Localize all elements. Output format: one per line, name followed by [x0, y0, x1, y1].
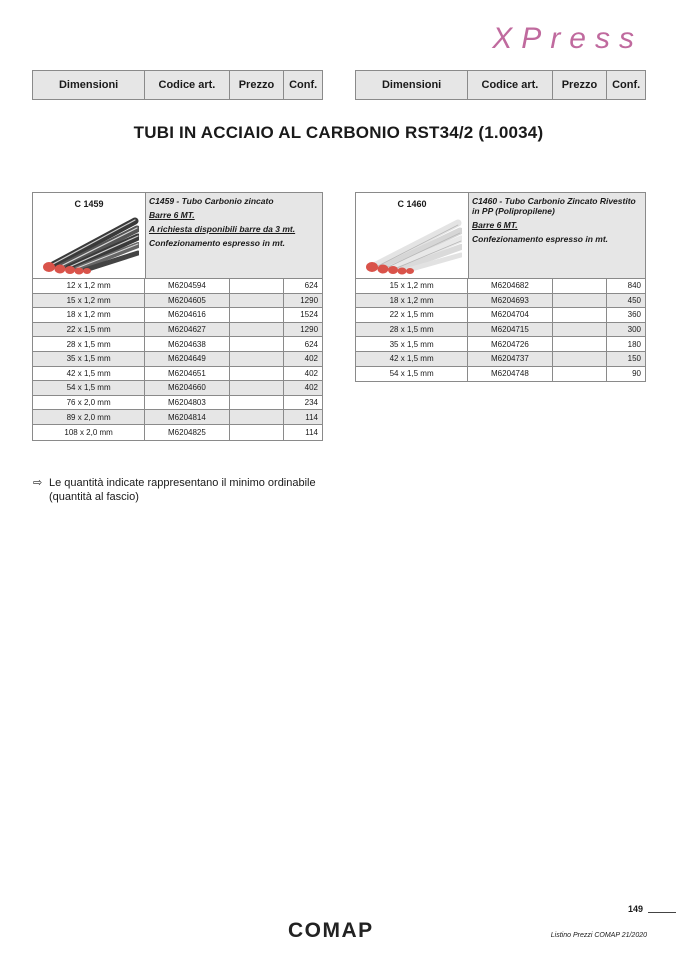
row-conf: 1524: [300, 310, 319, 320]
row-price: [230, 294, 285, 308]
product-description: [469, 193, 645, 278]
row-dim: 54 x 1,5 mm: [356, 367, 468, 382]
row-dim: 22 x 1,5 mm: [33, 323, 145, 337]
table-row: [356, 294, 645, 309]
table-row: [356, 308, 645, 323]
page-title: TUBI IN ACCIAIO AL CARBONIO RST34/2 (1.0034): [133, 123, 544, 142]
zinc-pipes-image: [41, 215, 139, 275]
row-code: M6204627: [145, 323, 229, 337]
row-price: [230, 308, 285, 322]
table-row: [33, 279, 322, 294]
row-code: M6204704: [468, 308, 552, 322]
row-code: M6204638: [145, 337, 229, 351]
row-conf: 180: [627, 339, 642, 349]
row-dim: 15 x 1,2 mm: [33, 294, 145, 308]
row-code: M6204651: [145, 367, 229, 381]
col-dimensioni: Dimensioni: [356, 71, 468, 99]
row-conf: 150: [627, 354, 642, 364]
col-conf: Conf.: [612, 79, 641, 91]
table-row: [356, 367, 645, 382]
row-price: [230, 337, 285, 351]
product-table-c1460: [355, 192, 646, 382]
row-dim: 28 x 1,5 mm: [356, 323, 468, 337]
product-code: C 1459: [74, 199, 104, 209]
row-dim: 18 x 1,2 mm: [33, 308, 145, 322]
row-conf: 840: [627, 281, 642, 291]
product-image-cell: [33, 193, 146, 278]
packaging-note: Confezionamento espresso in mt.: [149, 238, 286, 248]
packaging-note: Confezionamento espresso in mt.: [472, 234, 609, 244]
row-conf: 360: [627, 310, 642, 320]
row-dim: 35 x 1,5 mm: [356, 337, 468, 351]
table-row: [33, 396, 322, 411]
row-conf: 1290: [300, 325, 319, 335]
row-conf: 402: [304, 354, 319, 364]
quantity-note: [33, 476, 316, 504]
product-header: [33, 193, 322, 279]
col-codice: Codice art.: [468, 71, 552, 99]
description-title: C1459 - Tubo Carbonio zincato: [149, 196, 274, 206]
product-rows: [356, 279, 645, 381]
row-code: M6204649: [145, 352, 229, 366]
availability-note: A richiesta disponibili barre da 3 mt.: [149, 224, 296, 234]
row-code: M6204726: [468, 337, 552, 351]
row-dim: 76 x 2,0 mm: [33, 396, 145, 410]
coated-pipes-image: [364, 215, 462, 275]
product-description: [146, 193, 322, 278]
table-row: [33, 352, 322, 367]
column-header-right: [355, 70, 646, 100]
table-row: [33, 367, 322, 382]
row-dim: 42 x 1,5 mm: [356, 352, 468, 366]
row-code: M6204693: [468, 294, 552, 308]
table-row: [33, 425, 322, 440]
row-price: [230, 352, 285, 366]
bar-length: Barre 6 MT.: [472, 220, 518, 230]
row-dim: 22 x 1,5 mm: [356, 308, 468, 322]
row-conf: 234: [304, 398, 319, 408]
row-code: M6204737: [468, 352, 552, 366]
table-row: [33, 410, 322, 425]
page-number: 149: [628, 904, 644, 914]
row-dim: 35 x 1,5 mm: [33, 352, 145, 366]
table-row: [33, 294, 322, 309]
note-line-1: Le quantità indicate rappresentano il minimo ordinabile: [49, 477, 316, 489]
row-price: [230, 381, 285, 395]
table-row: [33, 308, 322, 323]
row-code: M6204660: [145, 381, 229, 395]
col-conf: Conf.: [289, 79, 318, 91]
column-header-left: [32, 70, 323, 100]
col-prezzo: Prezzo: [230, 71, 285, 99]
row-code: M6204682: [468, 279, 552, 293]
row-price: [230, 367, 285, 381]
description-title: C1460 - Tubo Carbonio Zincato Rivestito in PP (Polipropilene): [472, 196, 636, 216]
col-dimensioni: Dimensioni: [33, 71, 145, 99]
table-row: [33, 381, 322, 396]
col-prezzo: Prezzo: [553, 71, 608, 99]
product-image-cell: [356, 193, 469, 278]
table-row: [33, 337, 322, 352]
row-conf: 402: [304, 368, 319, 378]
row-conf: 450: [627, 295, 642, 305]
comap-logo: COMAP: [288, 919, 374, 942]
product-table-c1459: [32, 192, 323, 441]
row-price: [553, 352, 608, 366]
product-rows: [33, 279, 322, 440]
row-code: M6204594: [145, 279, 229, 293]
table-row: [356, 337, 645, 352]
row-conf: 300: [627, 325, 642, 335]
row-conf: 114: [305, 412, 319, 422]
row-dim: 42 x 1,5 mm: [33, 367, 145, 381]
brand-title: XPress: [492, 22, 643, 55]
row-price: [553, 323, 608, 337]
row-dim: 89 x 2,0 mm: [33, 410, 145, 424]
bar-length: Barre 6 MT.: [149, 210, 195, 220]
row-conf: 114: [305, 427, 319, 437]
row-price: [230, 410, 285, 424]
col-codice: Codice art.: [145, 71, 229, 99]
row-dim: 28 x 1,5 mm: [33, 337, 145, 351]
row-price: [553, 294, 608, 308]
row-conf: 624: [304, 339, 319, 349]
table-row: [356, 352, 645, 367]
row-code: M6204803: [145, 396, 229, 410]
table-row: [356, 323, 645, 338]
product-header: [356, 193, 645, 279]
row-code: M6204748: [468, 367, 552, 382]
row-price: [553, 337, 608, 351]
row-dim: 12 x 1,2 mm: [33, 279, 145, 293]
row-price: [230, 396, 285, 410]
table-row: [33, 323, 322, 338]
row-dim: 108 x 2,0 mm: [33, 425, 145, 440]
row-code: M6204616: [145, 308, 229, 322]
row-code: M6204825: [145, 425, 229, 440]
product-code: C 1460: [397, 199, 427, 209]
row-conf: 90: [632, 369, 642, 379]
row-conf: 1290: [300, 295, 319, 305]
note-line-2: (quantità al fascio): [49, 491, 139, 503]
row-conf: 624: [304, 281, 319, 291]
row-dim: 18 x 1,2 mm: [356, 294, 468, 308]
row-price: [230, 425, 285, 440]
row-dim: 54 x 1,5 mm: [33, 381, 145, 395]
table-row: [356, 279, 645, 294]
row-price: [553, 367, 608, 382]
arrow-right-icon: ⇨: [33, 477, 43, 489]
page-number-rule: [648, 912, 676, 913]
row-conf: 402: [304, 383, 319, 393]
row-code: M6204605: [145, 294, 229, 308]
row-price: [553, 308, 608, 322]
row-price: [553, 279, 608, 293]
footer-text: Listino Prezzi COMAP 21/2020: [550, 932, 647, 939]
row-code: M6204814: [145, 410, 229, 424]
row-price: [230, 323, 285, 337]
row-dim: 15 x 1,2 mm: [356, 279, 468, 293]
row-price: [230, 279, 285, 293]
row-code: M6204715: [468, 323, 552, 337]
